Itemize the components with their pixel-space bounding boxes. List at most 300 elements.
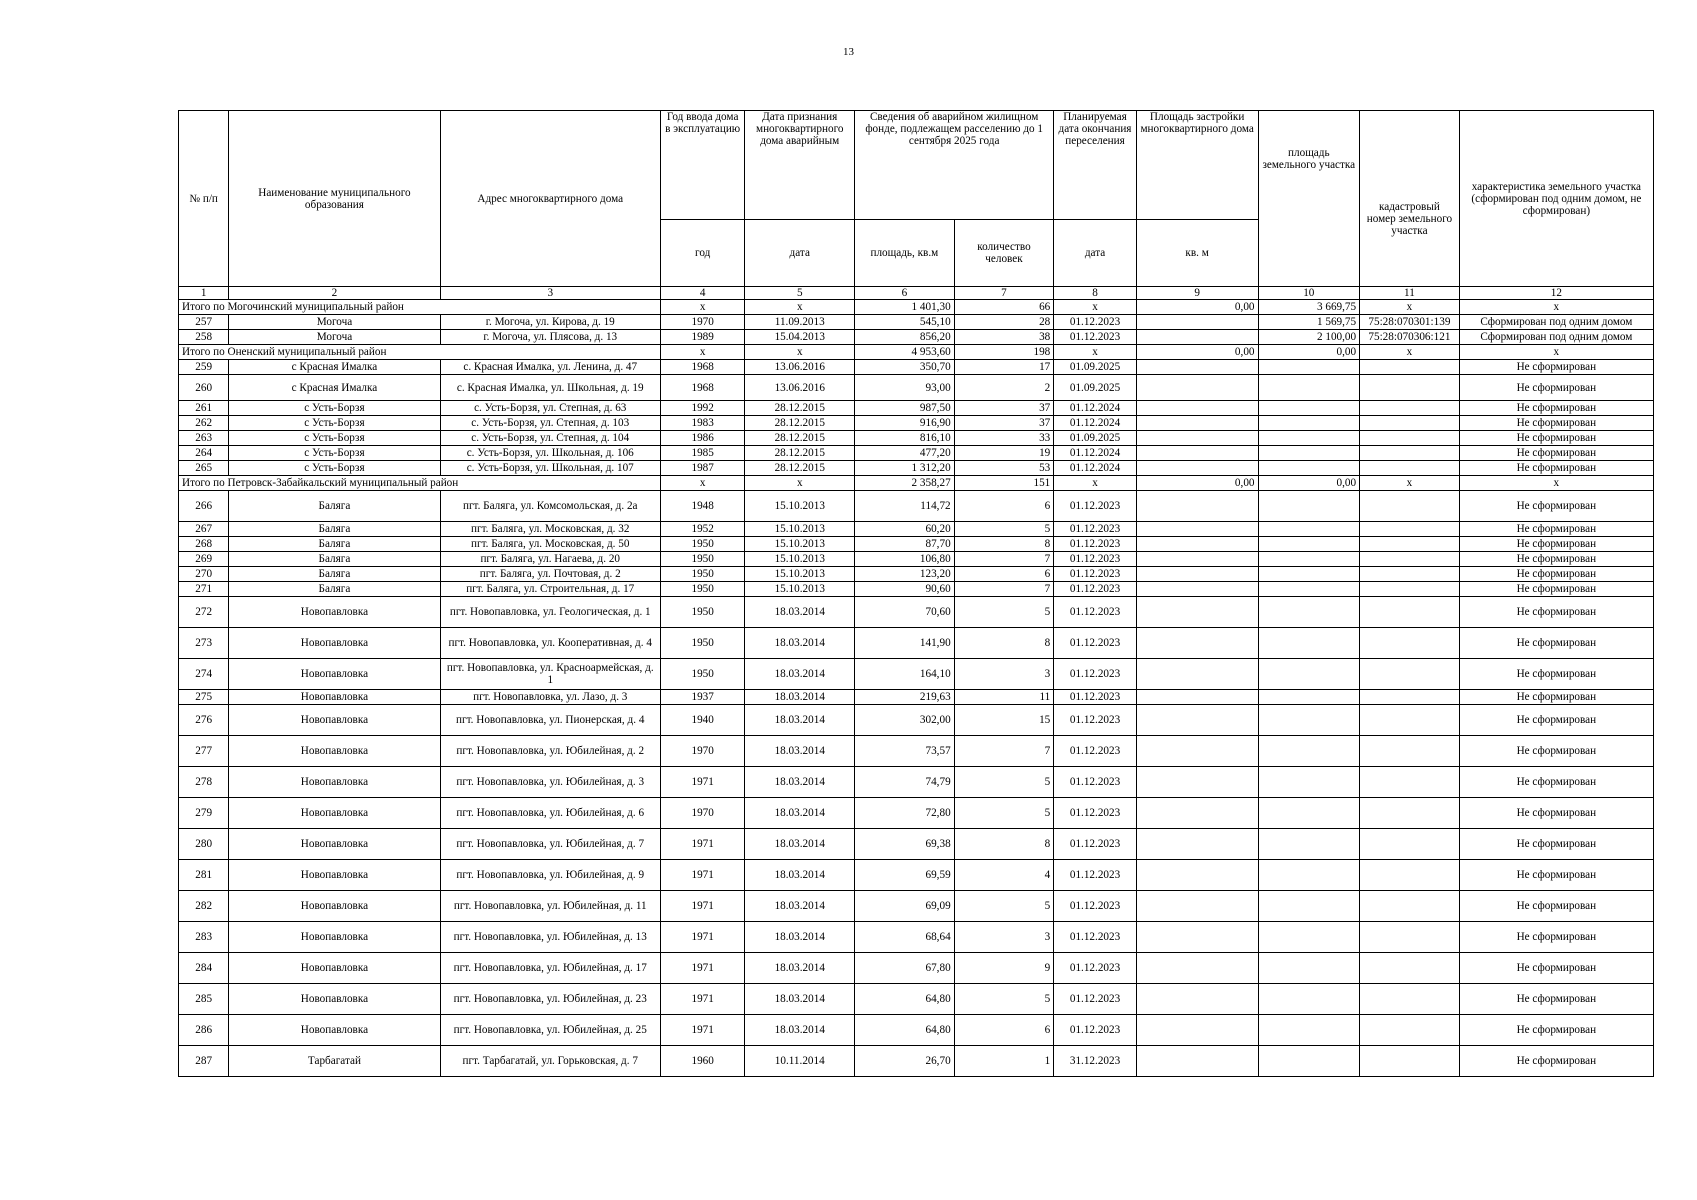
building-area-cell [1136, 953, 1258, 984]
area-cell: 916,90 [855, 416, 955, 431]
year-cell: 1970 [660, 736, 745, 767]
column-number: 4 [660, 287, 745, 300]
cadastral-cell [1360, 552, 1460, 567]
area-cell: 64,80 [855, 984, 955, 1015]
row-number-cell: 277 [179, 736, 229, 767]
land-characteristic-cell: Не сформирован [1459, 628, 1653, 659]
year-cell: 1971 [660, 1015, 745, 1046]
address-cell: пгт. Тарбагатай, ул. Горьковская, д. 7 [440, 1046, 660, 1077]
cadastral-cell [1360, 767, 1460, 798]
row-number-cell: 285 [179, 984, 229, 1015]
address-cell: пгт. Новопавловка, ул. Юбилейная, д. 9 [440, 860, 660, 891]
municipality-cell: Новопавловка [229, 984, 440, 1015]
address-cell: пгт. Новопавловка, ул. Юбилейная, д. 13 [440, 922, 660, 953]
people-cell: 2 [954, 375, 1054, 401]
plan-date-cell: 01.12.2023 [1054, 330, 1137, 345]
recognition-date-cell: 15.10.2013 [745, 582, 855, 597]
district-total-row [179, 300, 1654, 315]
address-cell: с. Усть-Борзя, ул. Степная, д. 103 [440, 416, 660, 431]
area-cell: 67,80 [855, 953, 955, 984]
land-area-cell [1258, 597, 1360, 628]
area-cell: 477,20 [855, 446, 955, 461]
cadastral-cell [1360, 659, 1460, 690]
plan-date-cell: 01.12.2023 [1054, 953, 1137, 984]
total-cadastral-cell: х [1360, 300, 1460, 315]
address-cell: пгт. Новопавловка, ул. Юбилейная, д. 25 [440, 1015, 660, 1046]
land-characteristic-cell: Не сформирован [1459, 416, 1653, 431]
cadastral-cell [1360, 360, 1460, 375]
people-cell: 6 [954, 1015, 1054, 1046]
people-cell: 8 [954, 829, 1054, 860]
area-cell: 545,10 [855, 315, 955, 330]
total-people-cell: 66 [954, 300, 1054, 315]
people-cell: 6 [954, 567, 1054, 582]
municipality-cell: с Красная Ималка [229, 375, 440, 401]
row-number-cell: 287 [179, 1046, 229, 1077]
recognition-date-cell: 28.12.2015 [745, 401, 855, 416]
recognition-date-cell: 28.12.2015 [745, 416, 855, 431]
header-land-area: площадь земельного участка [1258, 111, 1360, 287]
land-characteristic-cell: Не сформирован [1459, 552, 1653, 567]
land-area-cell [1258, 705, 1360, 736]
land-area-cell [1258, 375, 1360, 401]
area-cell: 93,00 [855, 375, 955, 401]
municipality-cell: Баляга [229, 552, 440, 567]
table-row [179, 597, 1654, 628]
table-row [179, 1046, 1654, 1077]
recognition-date-cell: 18.03.2014 [745, 736, 855, 767]
table-row [179, 829, 1654, 860]
cadastral-cell [1360, 522, 1460, 537]
year-cell: 1948 [660, 491, 745, 522]
cadastral-cell [1360, 582, 1460, 597]
cadastral-cell [1360, 375, 1460, 401]
table-row [179, 537, 1654, 552]
year-cell: 1950 [660, 628, 745, 659]
plan-date-cell: 01.12.2024 [1054, 446, 1137, 461]
building-area-cell [1136, 401, 1258, 416]
land-area-cell [1258, 690, 1360, 705]
municipality-cell: Новопавловка [229, 597, 440, 628]
recognition-date-cell: 13.06.2016 [745, 375, 855, 401]
land-characteristic-cell: Не сформирован [1459, 922, 1653, 953]
building-area-cell [1136, 798, 1258, 829]
recognition-date-cell: 18.03.2014 [745, 767, 855, 798]
header-planned-date: Планируемая дата окончания переселения [1054, 111, 1137, 220]
row-number-cell: 271 [179, 582, 229, 597]
building-area-cell [1136, 922, 1258, 953]
address-cell: пгт. Новопавловка, ул. Юбилейная, д. 23 [440, 984, 660, 1015]
address-cell: пгт. Новопавловка, ул. Юбилейная, д. 17 [440, 953, 660, 984]
land-area-cell: 1 569,75 [1258, 315, 1360, 330]
municipality-cell: Новопавловка [229, 705, 440, 736]
cadastral-cell [1360, 829, 1460, 860]
year-cell: 1987 [660, 461, 745, 476]
total-date-cell: х [745, 300, 855, 315]
plan-date-cell: 01.12.2023 [1054, 705, 1137, 736]
plan-date-cell: 01.12.2023 [1054, 315, 1137, 330]
address-cell: пгт. Баляга, ул. Московская, д. 50 [440, 537, 660, 552]
column-number: 7 [954, 287, 1054, 300]
area-cell: 60,20 [855, 522, 955, 537]
land-characteristic-cell: Не сформирован [1459, 736, 1653, 767]
land-characteristic-cell: Не сформирован [1459, 360, 1653, 375]
land-characteristic-cell: Не сформирован [1459, 690, 1653, 705]
district-total-row [179, 476, 1654, 491]
table-row [179, 984, 1654, 1015]
plan-date-cell: 01.09.2025 [1054, 360, 1137, 375]
year-cell: 1971 [660, 891, 745, 922]
land-characteristic-cell: Не сформирован [1459, 1046, 1653, 1077]
total-land-area-cell: 0,00 [1258, 476, 1360, 491]
building-area-cell [1136, 860, 1258, 891]
total-building-area-cell: 0,00 [1136, 345, 1258, 360]
cadastral-cell [1360, 567, 1460, 582]
area-cell: 302,00 [855, 705, 955, 736]
header-address: Адрес многоквартирного дома [440, 111, 660, 287]
address-cell: пгт. Новопавловка, ул. Юбилейная, д. 6 [440, 798, 660, 829]
cadastral-cell [1360, 597, 1460, 628]
cadastral-cell [1360, 628, 1460, 659]
plan-date-cell: 01.12.2023 [1054, 984, 1137, 1015]
total-year-cell: х [660, 345, 745, 360]
building-area-cell [1136, 736, 1258, 767]
cadastral-cell [1360, 431, 1460, 446]
area-cell: 164,10 [855, 659, 955, 690]
municipality-cell: Новопавловка [229, 798, 440, 829]
land-characteristic-cell: Не сформирован [1459, 860, 1653, 891]
area-cell: 64,80 [855, 1015, 955, 1046]
building-area-cell [1136, 446, 1258, 461]
building-area-cell [1136, 375, 1258, 401]
total-plan-date-cell: х [1054, 476, 1137, 491]
year-cell: 1971 [660, 953, 745, 984]
address-cell: пгт. Новопавловка, ул. Красноармейская, д. 1 [440, 659, 660, 690]
row-number-cell: 260 [179, 375, 229, 401]
recognition-date-cell: 28.12.2015 [745, 461, 855, 476]
municipality-cell: с Усть-Борзя [229, 401, 440, 416]
plan-date-cell: 01.12.2023 [1054, 597, 1137, 628]
year-cell: 1960 [660, 1046, 745, 1077]
year-cell: 1950 [660, 597, 745, 628]
municipality-cell: Баляга [229, 537, 440, 552]
total-plan-date-cell: х [1054, 300, 1137, 315]
total-land-char-cell: х [1459, 345, 1653, 360]
header-number: № п/п [179, 111, 229, 287]
land-area-cell: 2 100,00 [1258, 330, 1360, 345]
land-characteristic-cell: Не сформирован [1459, 767, 1653, 798]
area-cell: 123,20 [855, 567, 955, 582]
municipality-cell: с Усть-Борзя [229, 446, 440, 461]
building-area-cell [1136, 597, 1258, 628]
building-area-cell [1136, 1015, 1258, 1046]
row-number-cell: 284 [179, 953, 229, 984]
table-row [179, 736, 1654, 767]
land-area-cell [1258, 984, 1360, 1015]
area-cell: 90,60 [855, 582, 955, 597]
people-cell: 3 [954, 922, 1054, 953]
recognition-date-cell: 18.03.2014 [745, 798, 855, 829]
address-cell: пгт. Новопавловка, ул. Геологическая, д. 1 [440, 597, 660, 628]
cadastral-cell [1360, 922, 1460, 953]
people-cell: 5 [954, 798, 1054, 829]
address-cell: пгт. Баляга, ул. Нагаева, д. 20 [440, 552, 660, 567]
subheader-date: дата [745, 220, 855, 287]
people-cell: 28 [954, 315, 1054, 330]
area-cell: 856,20 [855, 330, 955, 345]
header-year-in-service: Год ввода дома в эксплуатацию [660, 111, 745, 220]
header-municipality: Наименование муниципального образования [229, 111, 440, 287]
total-area-cell: 2 358,27 [855, 476, 955, 491]
people-cell: 8 [954, 628, 1054, 659]
year-cell: 1971 [660, 829, 745, 860]
total-land-area-cell: 3 669,75 [1258, 300, 1360, 315]
recognition-date-cell: 28.12.2015 [745, 431, 855, 446]
recognition-date-cell: 18.03.2014 [745, 922, 855, 953]
area-cell: 68,64 [855, 922, 955, 953]
municipality-cell: с Усть-Борзя [229, 431, 440, 446]
land-characteristic-cell: Не сформирован [1459, 953, 1653, 984]
building-area-cell [1136, 659, 1258, 690]
year-cell: 1989 [660, 330, 745, 345]
table-row [179, 522, 1654, 537]
total-land-char-cell: х [1459, 300, 1653, 315]
land-area-cell [1258, 891, 1360, 922]
year-cell: 1971 [660, 922, 745, 953]
table-row [179, 798, 1654, 829]
people-cell: 38 [954, 330, 1054, 345]
table-row [179, 401, 1654, 416]
year-cell: 1968 [660, 360, 745, 375]
municipality-cell: Новопавловка [229, 860, 440, 891]
land-characteristic-cell: Не сформирован [1459, 891, 1653, 922]
municipality-cell: Тарбагатай [229, 1046, 440, 1077]
plan-date-cell: 01.12.2023 [1054, 582, 1137, 597]
building-area-cell [1136, 1046, 1258, 1077]
municipality-cell: Могоча [229, 330, 440, 345]
land-area-cell [1258, 567, 1360, 582]
total-cadastral-cell: х [1360, 476, 1460, 491]
building-area-cell [1136, 522, 1258, 537]
table-row [179, 582, 1654, 597]
land-characteristic-cell: Не сформирован [1459, 659, 1653, 690]
address-cell: г. Могоча, ул. Кирова, д. 19 [440, 315, 660, 330]
total-year-cell: х [660, 476, 745, 491]
district-total-label: Итого по Петровск-Забайкальский муниципальный район [179, 476, 661, 491]
column-number: 6 [855, 287, 955, 300]
total-date-cell: х [745, 345, 855, 360]
total-area-cell: 4 953,60 [855, 345, 955, 360]
cadastral-cell [1360, 401, 1460, 416]
table-header [179, 111, 1654, 300]
cadastral-cell [1360, 984, 1460, 1015]
land-area-cell [1258, 922, 1360, 953]
people-cell: 8 [954, 537, 1054, 552]
plan-date-cell: 01.12.2023 [1054, 767, 1137, 798]
table-row [179, 461, 1654, 476]
municipality-cell: с Усть-Борзя [229, 461, 440, 476]
subheader-people: количество человек [954, 220, 1054, 287]
area-cell: 69,38 [855, 829, 955, 860]
address-cell: пгт. Новопавловка, ул. Пионерская, д. 4 [440, 705, 660, 736]
table-row [179, 767, 1654, 798]
cadastral-cell: 75:28:070301:139 [1360, 315, 1460, 330]
address-cell: с. Красная Ималка, ул. Ленина, д. 47 [440, 360, 660, 375]
people-cell: 37 [954, 401, 1054, 416]
area-cell: 1 312,20 [855, 461, 955, 476]
year-cell: 1971 [660, 984, 745, 1015]
table-row [179, 922, 1654, 953]
area-cell: 106,80 [855, 552, 955, 567]
building-area-cell [1136, 891, 1258, 922]
municipality-cell: Новопавловка [229, 922, 440, 953]
plan-date-cell: 01.12.2023 [1054, 537, 1137, 552]
recognition-date-cell: 18.03.2014 [745, 705, 855, 736]
land-area-cell [1258, 582, 1360, 597]
municipality-cell: Могоча [229, 315, 440, 330]
land-area-cell [1258, 552, 1360, 567]
row-number-cell: 281 [179, 860, 229, 891]
column-number: 9 [1136, 287, 1258, 300]
recognition-date-cell: 13.06.2016 [745, 360, 855, 375]
land-area-cell [1258, 446, 1360, 461]
total-area-cell: 1 401,30 [855, 300, 955, 315]
land-characteristic-cell: Не сформирован [1459, 431, 1653, 446]
land-characteristic-cell: Не сформирован [1459, 401, 1653, 416]
land-area-cell [1258, 1015, 1360, 1046]
row-number-cell: 270 [179, 567, 229, 582]
header-emergency-fund-info: Сведения об аварийном жилищном фонде, подлежащем расселению до 1 сентября 2025 года [855, 111, 1054, 220]
building-area-cell [1136, 431, 1258, 446]
building-area-cell [1136, 416, 1258, 431]
table-row [179, 860, 1654, 891]
cadastral-cell [1360, 537, 1460, 552]
column-number: 12 [1459, 287, 1653, 300]
row-number-cell: 283 [179, 922, 229, 953]
row-number-cell: 262 [179, 416, 229, 431]
table-body [179, 300, 1654, 1077]
row-number-cell: 273 [179, 628, 229, 659]
land-area-cell [1258, 522, 1360, 537]
recognition-date-cell: 18.03.2014 [745, 659, 855, 690]
building-area-cell [1136, 461, 1258, 476]
address-cell: пгт. Новопавловка, ул. Лазо, д. 3 [440, 690, 660, 705]
table-row [179, 491, 1654, 522]
row-number-cell: 268 [179, 537, 229, 552]
area-cell: 114,72 [855, 491, 955, 522]
plan-date-cell: 01.12.2024 [1054, 416, 1137, 431]
plan-date-cell: 01.09.2025 [1054, 431, 1137, 446]
total-people-cell: 151 [954, 476, 1054, 491]
building-area-cell [1136, 690, 1258, 705]
people-cell: 9 [954, 953, 1054, 984]
building-area-cell [1136, 552, 1258, 567]
building-area-cell [1136, 705, 1258, 736]
year-cell: 1940 [660, 705, 745, 736]
year-cell: 1971 [660, 860, 745, 891]
people-cell: 5 [954, 522, 1054, 537]
plan-date-cell: 01.12.2023 [1054, 891, 1137, 922]
land-characteristic-cell: Не сформирован [1459, 582, 1653, 597]
people-cell: 6 [954, 491, 1054, 522]
table-row [179, 705, 1654, 736]
area-cell: 70,60 [855, 597, 955, 628]
year-cell: 1968 [660, 375, 745, 401]
row-number-cell: 259 [179, 360, 229, 375]
land-area-cell [1258, 953, 1360, 984]
land-characteristic-cell: Не сформирован [1459, 567, 1653, 582]
plan-date-cell: 01.12.2024 [1054, 401, 1137, 416]
address-cell: пгт. Новопавловка, ул. Юбилейная, д. 2 [440, 736, 660, 767]
address-cell: с. Усть-Борзя, ул. Степная, д. 104 [440, 431, 660, 446]
land-characteristic-cell: Не сформирован [1459, 491, 1653, 522]
year-cell: 1985 [660, 446, 745, 461]
plan-date-cell: 01.12.2023 [1054, 659, 1137, 690]
table-row [179, 567, 1654, 582]
land-area-cell [1258, 461, 1360, 476]
municipality-cell: Новопавловка [229, 891, 440, 922]
building-area-cell [1136, 330, 1258, 345]
address-cell: пгт. Новопавловка, ул. Кооперативная, д. 4 [440, 628, 660, 659]
area-cell: 987,50 [855, 401, 955, 416]
cadastral-cell [1360, 461, 1460, 476]
address-cell: с. Усть-Борзя, ул. Степная, д. 63 [440, 401, 660, 416]
year-cell: 1970 [660, 315, 745, 330]
district-total-row [179, 345, 1654, 360]
land-area-cell [1258, 829, 1360, 860]
building-area-cell [1136, 628, 1258, 659]
address-cell: пгт. Новопавловка, ул. Юбилейная, д. 7 [440, 829, 660, 860]
table-row [179, 375, 1654, 401]
area-cell: 72,80 [855, 798, 955, 829]
people-cell: 11 [954, 690, 1054, 705]
municipality-cell: Баляга [229, 582, 440, 597]
year-cell: 1950 [660, 567, 745, 582]
municipality-cell: с Красная Ималка [229, 360, 440, 375]
recognition-date-cell: 11.09.2013 [745, 315, 855, 330]
municipality-cell: Новопавловка [229, 690, 440, 705]
table-row [179, 416, 1654, 431]
table-row [179, 1015, 1654, 1046]
district-total-label: Итого по Оненский муниципальный район [179, 345, 661, 360]
land-area-cell [1258, 537, 1360, 552]
plan-date-cell: 01.12.2023 [1054, 860, 1137, 891]
municipality-cell: Балягa [229, 491, 440, 522]
year-cell: 1983 [660, 416, 745, 431]
land-characteristic-cell: Не сформирован [1459, 798, 1653, 829]
row-number-cell: 257 [179, 315, 229, 330]
people-cell: 7 [954, 736, 1054, 767]
recognition-date-cell: 18.03.2014 [745, 953, 855, 984]
land-characteristic-cell: Не сформирован [1459, 461, 1653, 476]
header-building-area: Площадь застройки многоквартирного дома [1136, 111, 1258, 220]
area-cell: 69,59 [855, 860, 955, 891]
year-cell: 1950 [660, 552, 745, 567]
row-number-cell: 272 [179, 597, 229, 628]
row-number-cell: 264 [179, 446, 229, 461]
plan-date-cell: 01.12.2023 [1054, 522, 1137, 537]
row-number-cell: 276 [179, 705, 229, 736]
cadastral-cell [1360, 736, 1460, 767]
plan-date-cell: 01.12.2023 [1054, 567, 1137, 582]
plan-date-cell: 01.12.2023 [1054, 829, 1137, 860]
building-area-cell [1136, 360, 1258, 375]
land-characteristic-cell: Не сформирован [1459, 829, 1653, 860]
address-cell: пгт. Новопавловка, ул. Юбилейная, д. 3 [440, 767, 660, 798]
municipality-cell: Новопавловка [229, 628, 440, 659]
people-cell: 1 [954, 1046, 1054, 1077]
plan-date-cell: 01.12.2023 [1054, 736, 1137, 767]
